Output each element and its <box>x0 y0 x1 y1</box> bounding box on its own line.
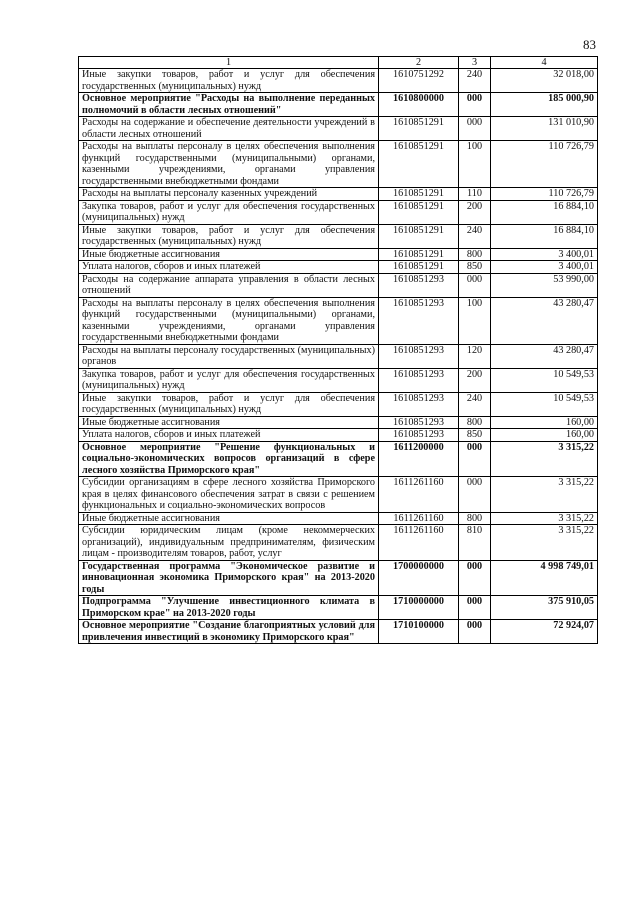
amount-cell: 3 315,22 <box>491 441 598 477</box>
amount-cell: 43 280,47 <box>491 344 598 368</box>
table-row <box>79 248 598 261</box>
expense-type-cell: 110 <box>459 188 491 201</box>
expense-name-cell: Расходы на содержание и обеспечение деятельности учреждений в области лесных отношений <box>79 117 379 141</box>
amount-cell: 160,00 <box>491 416 598 429</box>
expense-name-cell: Иные бюджетные ассигнования <box>79 512 379 525</box>
expense-type-cell: 000 <box>459 596 491 620</box>
expense-name-cell: Закупка товаров, работ и услуг для обеспечения государственных (муниципальных) нужд <box>79 200 379 224</box>
table-row <box>79 297 598 344</box>
expense-name-cell: Расходы на выплаты персоналу в целях обеспечения выполнения функций государственными (муниципальными) органами, казенными учреждениями, органами управления государственными внебюджетными фондами <box>79 297 379 344</box>
target-code-cell: 1610851293 <box>379 416 459 429</box>
amount-cell: 3 315,22 <box>491 512 598 525</box>
amount-cell: 4 998 749,01 <box>491 560 598 596</box>
expense-type-cell: 000 <box>459 560 491 596</box>
expense-name-cell: Основное мероприятие "Решение функциональных и социально-экономических вопросов организаций в сфере лесного хозяйства Приморского края" <box>79 441 379 477</box>
table-row <box>79 441 598 477</box>
amount-cell: 110 726,79 <box>491 141 598 188</box>
target-code-cell: 1611261160 <box>379 525 459 561</box>
target-code-cell: 1610851291 <box>379 200 459 224</box>
amount-cell: 53 990,00 <box>491 273 598 297</box>
table-row <box>79 93 598 117</box>
table-row <box>79 596 598 620</box>
amount-cell: 10 549,53 <box>491 392 598 416</box>
target-code-cell: 1610851293 <box>379 429 459 442</box>
expense-name-cell: Иные закупки товаров, работ и услуг для обеспечения государственных (муниципальных) нужд <box>79 69 379 93</box>
expense-type-cell: 000 <box>459 620 491 644</box>
expense-type-cell: 000 <box>459 441 491 477</box>
expense-type-cell: 100 <box>459 141 491 188</box>
amount-cell: 3 400,01 <box>491 261 598 274</box>
expense-type-cell: 800 <box>459 248 491 261</box>
table-row <box>79 273 598 297</box>
expense-name-cell: Уплата налогов, сборов и иных платежей <box>79 261 379 274</box>
expense-type-cell: 850 <box>459 261 491 274</box>
target-code-cell: 1610751292 <box>379 69 459 93</box>
table-row <box>79 224 598 248</box>
target-code-cell: 1700000000 <box>379 560 459 596</box>
table-row <box>79 560 598 596</box>
amount-cell: 110 726,79 <box>491 188 598 201</box>
expense-name-cell: Иные бюджетные ассигнования <box>79 248 379 261</box>
expense-name-cell: Иные закупки товаров, работ и услуг для обеспечения государственных (муниципальных) нужд <box>79 224 379 248</box>
expense-type-cell: 800 <box>459 512 491 525</box>
amount-cell: 131 010,90 <box>491 117 598 141</box>
amount-cell: 3 400,01 <box>491 248 598 261</box>
table-row <box>79 141 598 188</box>
amount-cell: 375 910,05 <box>491 596 598 620</box>
column-header: 3 <box>459 57 491 69</box>
target-code-cell: 1610851293 <box>379 273 459 297</box>
target-code-cell: 1610851291 <box>379 141 459 188</box>
table-row <box>79 620 598 644</box>
column-header: 1 <box>79 57 379 69</box>
target-code-cell: 1610800000 <box>379 93 459 117</box>
table-row <box>79 69 598 93</box>
expense-type-cell: 240 <box>459 392 491 416</box>
target-code-cell: 1610851291 <box>379 188 459 201</box>
amount-cell: 3 315,22 <box>491 525 598 561</box>
target-code-cell: 1710100000 <box>379 620 459 644</box>
table-row <box>79 477 598 513</box>
target-code-cell: 1610851293 <box>379 392 459 416</box>
target-code-cell: 1610851291 <box>379 248 459 261</box>
table-row <box>79 525 598 561</box>
expense-type-cell: 240 <box>459 69 491 93</box>
page-number: 83 <box>583 37 596 52</box>
column-header: 2 <box>379 57 459 69</box>
expense-type-cell: 000 <box>459 117 491 141</box>
expense-name-cell: Субсидии юридическим лицам (кроме некоммерческих организаций), индивидуальным предпринимателям, физическим лицам - производителям товаров, работ, услуг <box>79 525 379 561</box>
amount-cell: 43 280,47 <box>491 297 598 344</box>
expense-type-cell: 000 <box>459 273 491 297</box>
expense-type-cell: 810 <box>459 525 491 561</box>
table-row <box>79 261 598 274</box>
expense-type-cell: 100 <box>459 297 491 344</box>
table-row <box>79 344 598 368</box>
table-row <box>79 416 598 429</box>
expense-type-cell: 000 <box>459 93 491 117</box>
expense-type-cell: 200 <box>459 368 491 392</box>
table-row <box>79 429 598 442</box>
expense-name-cell: Закупка товаров, работ и услуг для обеспечения государственных (муниципальных) нужд <box>79 368 379 392</box>
amount-cell: 185 000,90 <box>491 93 598 117</box>
column-header: 4 <box>491 57 598 69</box>
table-row <box>79 117 598 141</box>
target-code-cell: 1611261160 <box>379 477 459 513</box>
expense-name-cell: Иные бюджетные ассигнования <box>79 416 379 429</box>
expense-name-cell: Иные закупки товаров, работ и услуг для обеспечения государственных (муниципальных) нужд <box>79 392 379 416</box>
amount-cell: 32 018,00 <box>491 69 598 93</box>
expense-name-cell: Расходы на выплаты персоналу государственных (муниципальных) органов <box>79 344 379 368</box>
table-row <box>79 200 598 224</box>
target-code-cell: 1610851291 <box>379 224 459 248</box>
expense-name-cell: Основное мероприятие "Создание благоприятных условий для привлечения инвестиций в экономику Приморского края" <box>79 620 379 644</box>
expense-type-cell: 240 <box>459 224 491 248</box>
target-code-cell: 1610851291 <box>379 117 459 141</box>
expense-name-cell: Государственная программа "Экономическое развитие и инновационная экономика Приморского края" на 2013-2020 годы <box>79 560 379 596</box>
table-header-row <box>79 57 598 69</box>
target-code-cell: 1610851293 <box>379 368 459 392</box>
target-code-cell: 1610851293 <box>379 297 459 344</box>
budget-table <box>78 56 598 644</box>
amount-cell: 16 884,10 <box>491 224 598 248</box>
expense-type-cell: 800 <box>459 416 491 429</box>
expense-type-cell: 000 <box>459 477 491 513</box>
amount-cell: 3 315,22 <box>491 477 598 513</box>
amount-cell: 10 549,53 <box>491 368 598 392</box>
target-code-cell: 1610851293 <box>379 344 459 368</box>
expense-type-cell: 200 <box>459 200 491 224</box>
expense-name-cell: Подпрограмма "Улучшение инвестиционного климата в Приморском крае" на 2013-2020 годы <box>79 596 379 620</box>
target-code-cell: 1611261160 <box>379 512 459 525</box>
expense-name-cell: Расходы на содержание аппарата управления в области лесных отношений <box>79 273 379 297</box>
target-code-cell: 1611200000 <box>379 441 459 477</box>
amount-cell: 16 884,10 <box>491 200 598 224</box>
expense-name-cell: Основное мероприятие "Расходы на выполнение переданных полномочий в области лесных отношений" <box>79 93 379 117</box>
expense-name-cell: Уплата налогов, сборов и иных платежей <box>79 429 379 442</box>
amount-cell: 160,00 <box>491 429 598 442</box>
table-row <box>79 392 598 416</box>
target-code-cell: 1610851291 <box>379 261 459 274</box>
amount-cell: 72 924,07 <box>491 620 598 644</box>
expense-name-cell: Субсидии организациям в сфере лесного хозяйства Приморского края в целях финансового обеспечения затрат в связи с решением функциональных и социально-экономических вопросов <box>79 477 379 513</box>
target-code-cell: 1710000000 <box>379 596 459 620</box>
expense-name-cell: Расходы на выплаты персоналу казенных учреждений <box>79 188 379 201</box>
expense-type-cell: 850 <box>459 429 491 442</box>
table-row <box>79 512 598 525</box>
expense-name-cell: Расходы на выплаты персоналу в целях обеспечения выполнения функций государственными (муниципальными) органами, казенными учреждениями, органами управления государственными внебюджетными фондами <box>79 141 379 188</box>
table-row <box>79 188 598 201</box>
expense-type-cell: 120 <box>459 344 491 368</box>
table-row <box>79 368 598 392</box>
